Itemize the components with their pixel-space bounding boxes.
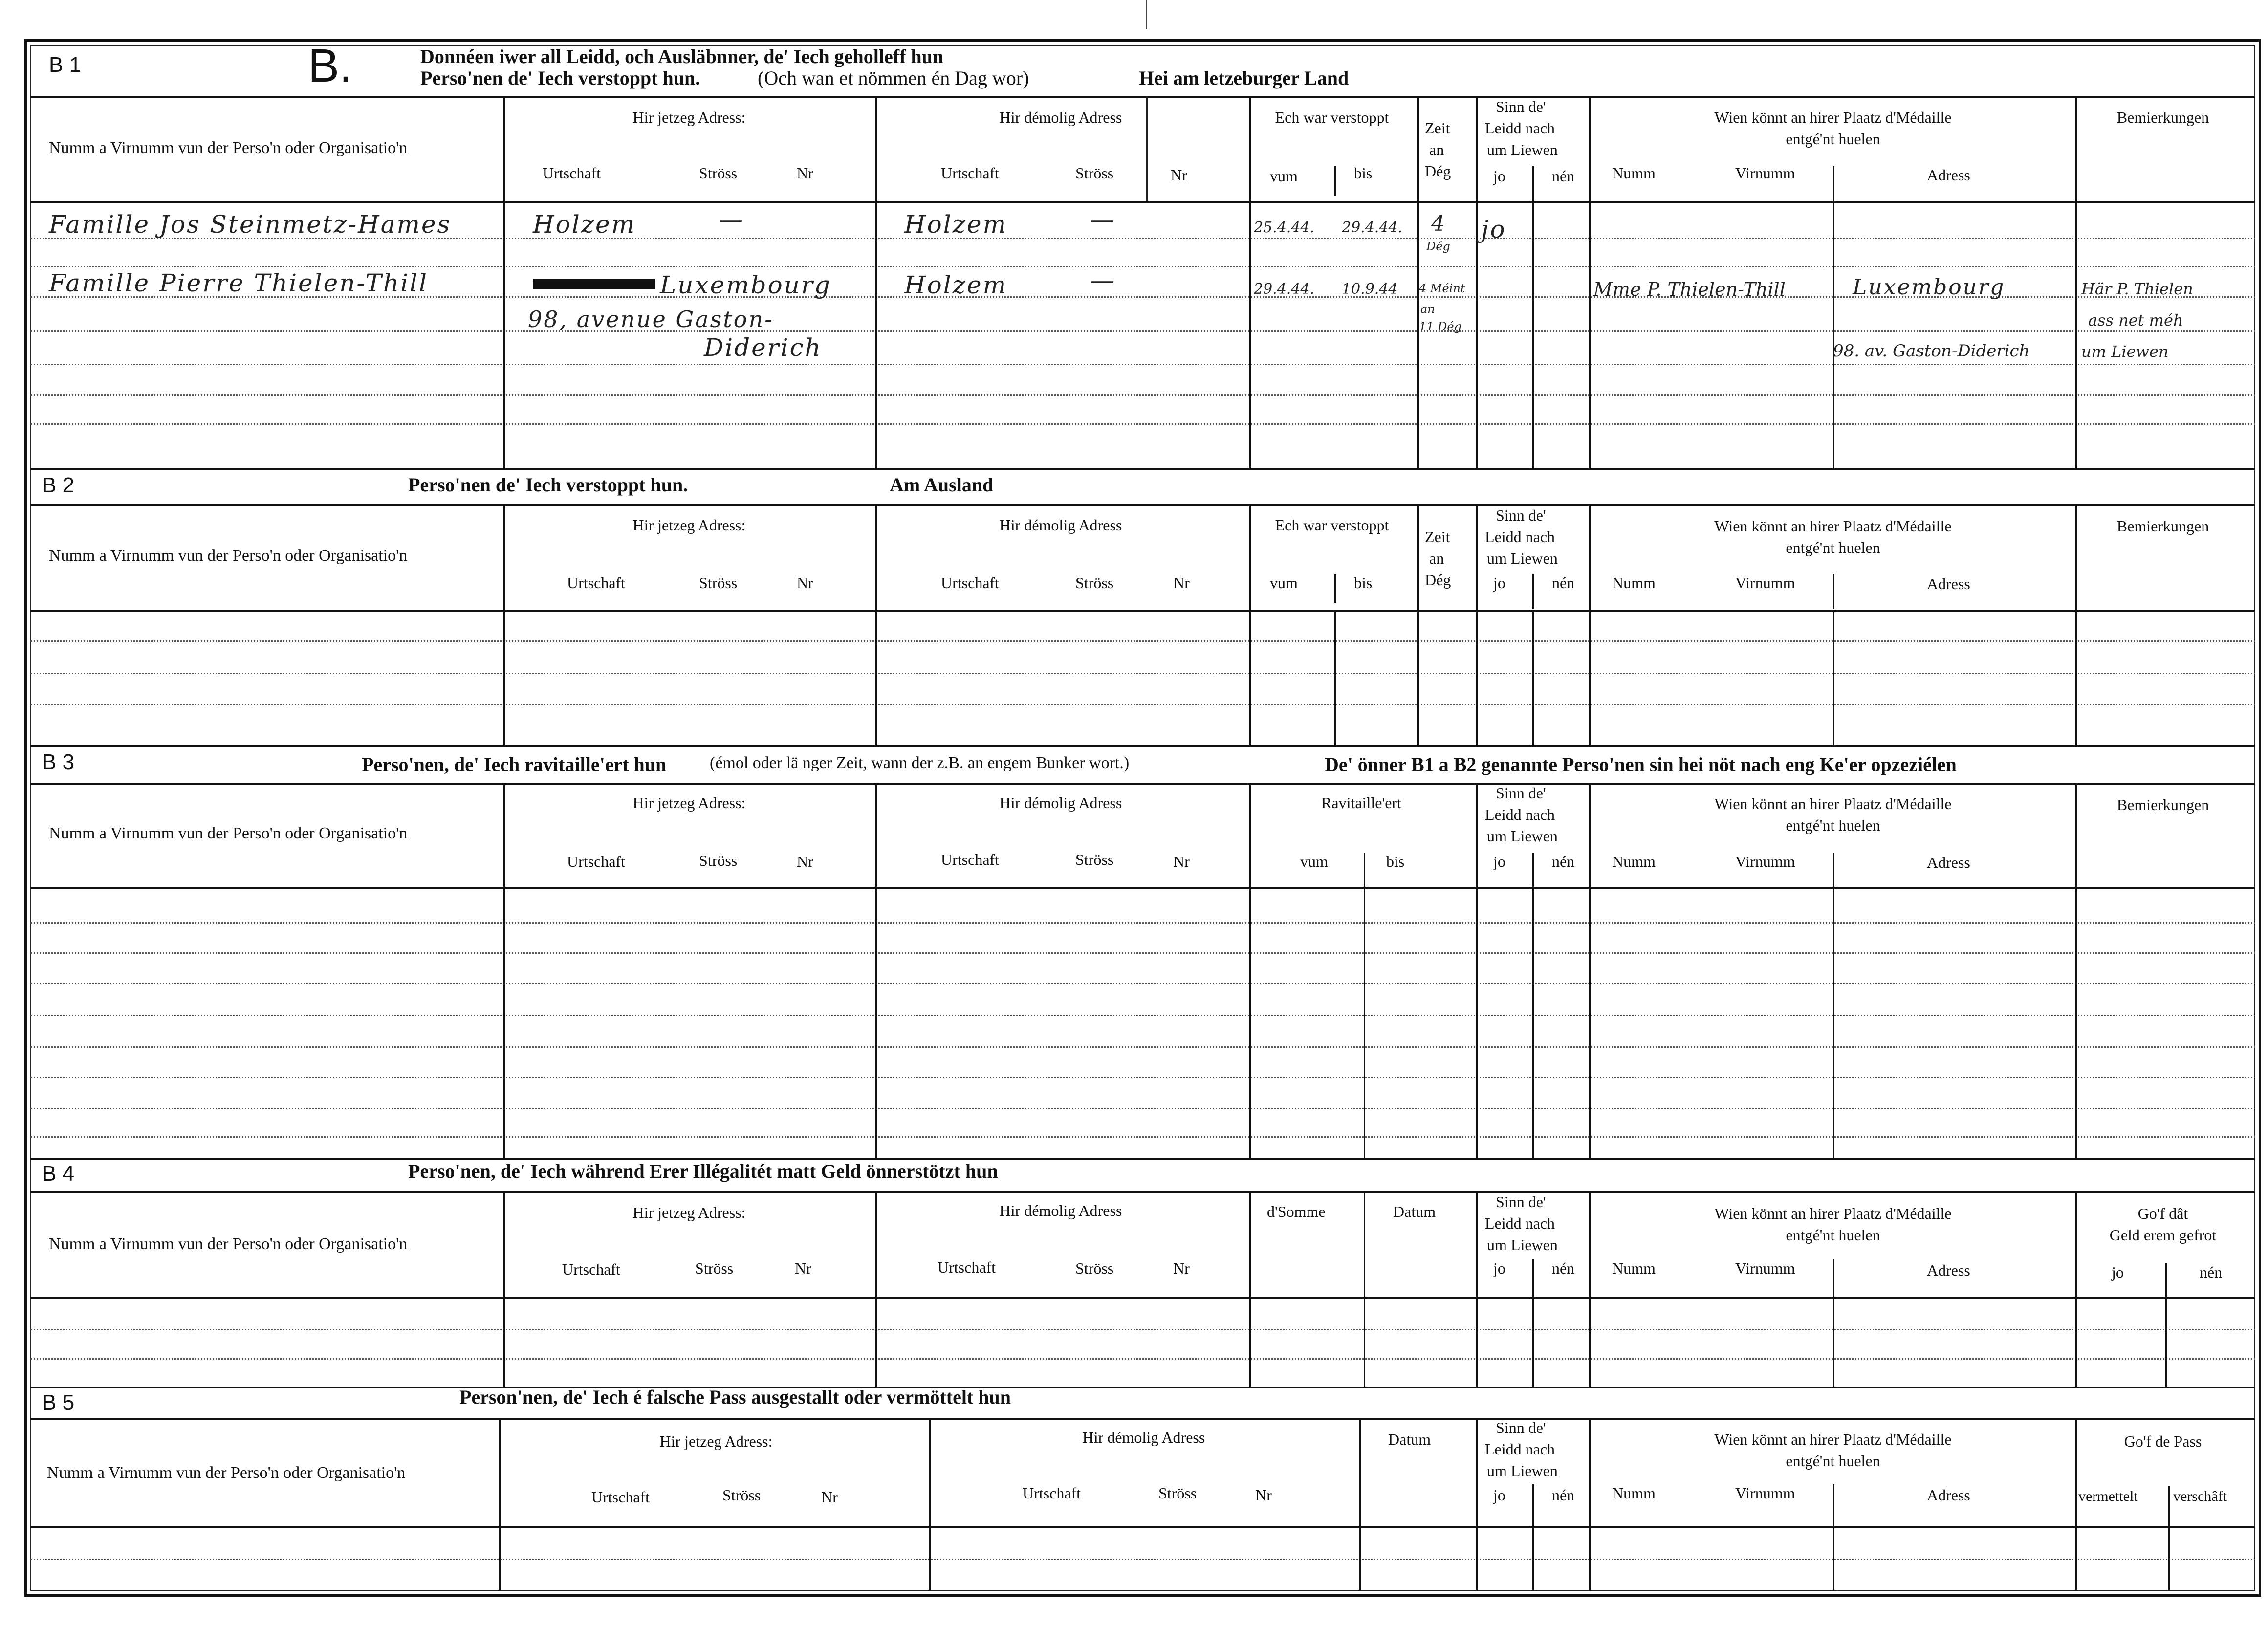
divider [1833, 166, 1834, 201]
row-line [30, 423, 2255, 425]
dash-mark: — [719, 205, 744, 234]
col-line [875, 783, 877, 1158]
an-header: an [1429, 550, 1444, 567]
col-line [1589, 783, 1591, 1158]
bemierkungen-header: Bemierkungen [2116, 796, 2209, 814]
virnumm-header: Virnumm [1735, 164, 1795, 182]
divider [1334, 574, 1336, 603]
stross-header: Ströss [1075, 1259, 1114, 1277]
row-line [30, 330, 2255, 332]
col-line [1418, 504, 1419, 745]
col-line [875, 504, 877, 745]
zeit-header: Zeit [1425, 119, 1450, 137]
stross-header: Ströss [1075, 851, 1114, 868]
row-line [30, 952, 2255, 954]
b1-row2-former-town: Holzem [904, 271, 1008, 299]
jo-header: jo [1493, 1486, 1505, 1504]
leidd-header: Leidd nach [1485, 1440, 1555, 1458]
adress-header: Adress [1927, 575, 1970, 593]
b1-row2-heir-address: 98. av. Gaston-Diderich [1833, 341, 2030, 361]
urtschaft-header: Urtschaft [938, 1258, 996, 1276]
col-line [1532, 610, 1534, 745]
former-address-header: Hir démolig Adress [999, 1202, 1122, 1219]
b1-row2-current-street: 98, avenue Gaston- [528, 306, 774, 332]
row-line [30, 1077, 2255, 1078]
row-line [30, 1559, 2255, 1560]
dash-mark: — [1090, 266, 1116, 294]
col-line [1532, 201, 1534, 468]
numm-header: Numm [1612, 164, 1656, 182]
col-line [1833, 887, 1834, 1158]
current-address-header: Hir jetzeg Adress: [632, 516, 746, 534]
divider [1833, 1484, 1834, 1526]
b3-title: Perso'nen, de' Iech ravitaille'ert hun [362, 753, 667, 775]
former-address-header: Hir démolig Adress [999, 109, 1122, 126]
col-line [503, 1191, 505, 1387]
stross-header: Ströss [722, 1486, 761, 1504]
divider [30, 504, 2255, 506]
col-line [2075, 1418, 2077, 1591]
bis-header: bis [1386, 853, 1405, 870]
b1-row1-days-unit: Dég [1426, 240, 1450, 253]
b1-code: B 1 [49, 53, 82, 77]
medal-header-line2: entgé'nt huelen [1786, 130, 1880, 148]
col-line [1334, 610, 1336, 745]
urtschaft-header: Urtschaft [562, 1260, 621, 1278]
col-line [1532, 1526, 1534, 1591]
nen-header: nén [1552, 574, 1575, 592]
virnumm-header: Virnumm [1735, 853, 1795, 870]
jo-header: jo [1493, 167, 1505, 185]
stross-header: Ströss [1075, 574, 1114, 592]
medal-header-line2: entgé'nt huelen [1786, 539, 1880, 556]
b1-row1-days: 4 [1431, 211, 1446, 236]
col-line [2075, 1191, 2077, 1387]
divider [30, 783, 2255, 785]
col-line [1833, 610, 1834, 745]
col-line [875, 96, 877, 468]
nr-header: Nr [797, 164, 813, 182]
stross-header: Ströss [699, 164, 738, 182]
col-line [1589, 96, 1591, 468]
b1-row1-jo: jo [1481, 215, 1506, 243]
col-line [503, 504, 505, 745]
money-returned-header-2: Geld erem gefrot [2109, 1226, 2217, 1244]
row-line [30, 364, 2255, 365]
former-address-header: Hir démolig Adress [999, 794, 1122, 812]
sinn-header: Sinn de' [1496, 1419, 1546, 1436]
name-column-header: Numm a Virnumm vun der Perso'n oder Organisatio'n [49, 139, 408, 157]
medal-header-line2: entgé'nt huelen [1786, 1226, 1880, 1244]
col-line [1364, 887, 1365, 1158]
b1-row1-to: 29.4.44. [1342, 219, 1403, 236]
col-line [499, 1418, 501, 1591]
date-header: Datum [1393, 1203, 1436, 1220]
b3-code: B 3 [42, 750, 75, 774]
supplied-header: Ravitaille'ert [1321, 794, 1401, 812]
mediated-header: vermettelt [2078, 1488, 2138, 1504]
b4-code: B 4 [42, 1162, 75, 1186]
adress-header: Adress [1927, 166, 1970, 184]
header-divider [30, 1526, 2255, 1528]
divider [1532, 166, 1534, 201]
b1-row1-current-town: Holzem [533, 210, 636, 239]
vum-header: vum [1270, 574, 1298, 592]
an-header: an [1429, 141, 1444, 158]
sinn-header: Sinn de' [1496, 1193, 1546, 1211]
row-line [30, 983, 2255, 984]
name-column-header: Numm a Virnumm vun der Perso'n oder Organisatio'n [49, 1235, 408, 1253]
leidd-header: Leidd nach [1485, 528, 1555, 546]
adress-header: Adress [1927, 1486, 1970, 1504]
former-address-header: Hir démolig Adress [999, 516, 1122, 534]
b1-row2-to: 10.9.44 [1342, 281, 1398, 298]
sinn-header: Sinn de' [1496, 784, 1546, 802]
col-line [1532, 887, 1534, 1158]
col-line [503, 96, 505, 468]
urtschaft-header: Urtschaft [941, 851, 1000, 868]
col-line [1249, 504, 1251, 745]
row-line [30, 640, 2255, 642]
col-line [1833, 1297, 1834, 1387]
name-column-header: Numm a Virnumm vun der Perso'n oder Organisatio'n [47, 1464, 406, 1482]
nr-header: Nr [1173, 1259, 1190, 1277]
section-b-title-line2: Perso'nen de' Iech verstoppt hun. [420, 67, 700, 89]
stross-header: Ströss [695, 1259, 734, 1277]
col-line [1589, 504, 1591, 745]
col-line [1364, 1191, 1365, 1387]
hidden-header: Ech war verstoppt [1275, 516, 1389, 534]
medal-header: Wien könnt an hirer Plaatz d'Médaille [1714, 517, 1952, 535]
leidd-header: Leidd nach [1485, 806, 1555, 823]
stross-header: Ströss [1075, 164, 1114, 182]
nr-header: Nr [1171, 166, 1187, 184]
b2-code: B 2 [42, 473, 75, 497]
medal-header-line2: entgé'nt huelen [1786, 1452, 1880, 1470]
col-line [1249, 783, 1251, 1158]
stross-header: Ströss [699, 574, 738, 592]
jo-header: jo [2112, 1263, 2124, 1281]
divider [1833, 1259, 1834, 1297]
b1-row2-name: Famille Pierre Thielen-Thill [49, 269, 429, 297]
b1-row2-current-town: Luxembourg [660, 271, 831, 299]
row-line [30, 1108, 2255, 1109]
col-line [1833, 201, 1834, 468]
money-returned-header: Go'f dât [2137, 1205, 2188, 1222]
bemierkungen-header: Bemierkungen [2116, 109, 2209, 126]
row-line [30, 704, 2255, 705]
sinn-header: Sinn de' [1496, 507, 1546, 524]
zeit-header: Zeit [1425, 528, 1450, 546]
col-line [1359, 1418, 1361, 1591]
section-b-location: Hei am letzeburger Land [1139, 67, 1349, 89]
b3-subtitle: (émol oder lä nger Zeit, wann der z.B. an engem Bunker wort.) [710, 754, 1130, 772]
former-address-header: Hir démolig Adress [1082, 1429, 1205, 1446]
b1-row2-current-street-2: Diderich [704, 333, 822, 362]
col-line [929, 1418, 931, 1591]
section-divider [30, 468, 2255, 470]
um-liewen-header: um Liewen [1487, 1236, 1558, 1254]
numm-header: Numm [1612, 1259, 1656, 1277]
divider [1532, 853, 1534, 887]
current-address-header: Hir jetzeg Adress: [632, 109, 746, 126]
numm-header: Numm [1612, 1484, 1656, 1502]
nen-header: nén [1552, 1259, 1575, 1277]
medal-header: Wien könnt an hirer Plaatz d'Médaille [1714, 109, 1952, 126]
dash-mark: — [1090, 205, 1116, 234]
divider [2165, 1263, 2167, 1297]
divider [1146, 96, 1148, 201]
row-line [30, 394, 2255, 396]
um-liewen-header: um Liewen [1487, 141, 1558, 158]
b5-code: B 5 [42, 1390, 75, 1414]
b1-row2-remark: Här P. Thielen [2081, 280, 2193, 298]
col-line [2075, 96, 2077, 468]
urtschaft-header: Urtschaft [941, 164, 1000, 182]
row-line [30, 1015, 2255, 1016]
sinn-header: Sinn de' [1496, 98, 1546, 115]
bemierkungen-header: Bemierkungen [2116, 517, 2209, 535]
b1-row1-former-town: Holzem [904, 210, 1008, 239]
row-line [30, 266, 2255, 267]
divider [1833, 574, 1834, 609]
stross-header: Ströss [699, 852, 738, 869]
date-header: Datum [1388, 1431, 1431, 1448]
numm-header: Numm [1612, 574, 1656, 592]
nr-header: Nr [1173, 574, 1190, 592]
section-b-subtitle: (Och wan et nömmen én Dag wor) [758, 67, 1029, 89]
b1-row1-name: Famille Jos Steinmetz-Hames [49, 210, 452, 239]
header-divider [30, 1297, 2255, 1299]
medal-header: Wien könnt an hirer Plaatz d'Médaille [1714, 1431, 1952, 1448]
leidd-header: Leidd nach [1485, 119, 1555, 137]
col-line [1589, 1191, 1591, 1387]
header-divider [30, 610, 2255, 612]
b1-row2-days-3: 11 Dég [1419, 320, 1461, 333]
col-line [2168, 1526, 2170, 1591]
b2-title: Perso'nen de' Iech verstoppt hun. [408, 474, 688, 496]
section-b-title: Donnéen iwer all Leidd, och Ausläbnner, de' Iech geholleff hun [420, 45, 944, 67]
jo-header: jo [1493, 853, 1505, 870]
divider [1532, 574, 1534, 609]
virnumm-header: Virnumm [1735, 574, 1795, 592]
divider [30, 1191, 2255, 1193]
col-line [1833, 1526, 1834, 1591]
virnumm-header: Virnumm [1735, 1259, 1795, 1277]
b1-row2-from: 29.4.44. [1254, 281, 1315, 298]
nen-header: nén [1552, 853, 1575, 870]
divider [1364, 853, 1365, 887]
divider [30, 1418, 2255, 1420]
col-line [1476, 1418, 1478, 1591]
col-line [1249, 96, 1251, 468]
urtschaft-header: Urtschaft [567, 574, 626, 592]
stross-header: Ströss [1158, 1484, 1197, 1502]
deg-header: Dég [1425, 162, 1451, 180]
divider [30, 96, 2255, 98]
hidden-header: Ech war verstoppt [1275, 109, 1389, 126]
b1-row2-days-2: an [1420, 302, 1435, 316]
nr-header: Nr [1173, 853, 1190, 870]
urtschaft-header: Urtschaft [567, 853, 626, 870]
urtschaft-header: Urtschaft [591, 1488, 650, 1506]
pass-header: Go'f de Pass [2124, 1432, 2202, 1450]
nr-header: Nr [821, 1488, 838, 1506]
col-line [1476, 1191, 1478, 1387]
col-line [1476, 504, 1478, 745]
urtschaft-header: Urtschaft [941, 574, 1000, 592]
vum-header: vum [1300, 853, 1328, 870]
row-line [30, 1358, 2255, 1360]
nr-header: Nr [795, 1259, 811, 1277]
col-line [1532, 1297, 1534, 1387]
section-b-letter: B. [308, 40, 352, 92]
divider [1532, 1259, 1534, 1297]
row-line [30, 1046, 2255, 1048]
current-address-header: Hir jetzeg Adress: [659, 1432, 773, 1450]
nr-header: Nr [797, 853, 813, 870]
col-line [875, 1191, 877, 1387]
current-address-header: Hir jetzeg Adress: [632, 1204, 746, 1221]
header-divider [30, 887, 2255, 889]
row-line [30, 673, 2255, 674]
divider [1833, 853, 1834, 887]
name-column-header: Numm a Virnumm vun der Perso'n oder Organisatio'n [49, 824, 408, 842]
b1-row2-heir-town: Luxembourg [1853, 275, 2006, 300]
col-line [2165, 1297, 2167, 1387]
crossed-out-text [533, 279, 655, 289]
b2-location: Am Ausland [890, 474, 994, 496]
b5-title: Person'nen, de' Iech é falsche Pass ausgestallt oder vermöttelt hun [459, 1386, 1011, 1408]
issued-header: verschâft [2173, 1488, 2227, 1504]
b1-row2-days: 4 Méint [1419, 282, 1465, 295]
um-liewen-header: um Liewen [1487, 550, 1558, 567]
jo-header: jo [1493, 1259, 1505, 1277]
nen-header: nén [1552, 1486, 1575, 1504]
jo-header: jo [1493, 574, 1505, 592]
current-address-header: Hir jetzeg Adress: [632, 794, 746, 812]
um-liewen-header: um Liewen [1487, 827, 1558, 845]
col-line [2075, 504, 2077, 745]
col-line [1476, 783, 1478, 1158]
nen-header: nén [2200, 1263, 2223, 1281]
section-divider [30, 745, 2255, 747]
name-column-header: Numm a Virnumm vun der Perso'n oder Organisatio'n [49, 547, 408, 565]
nr-header: Nr [1255, 1486, 1272, 1504]
adress-header: Adress [1927, 854, 1970, 871]
vum-header: vum [1270, 167, 1298, 185]
b1-row1-from: 25.4.44. [1254, 219, 1315, 236]
urtschaft-header: Urtschaft [543, 164, 601, 182]
b4-title: Perso'nen, de' Iech während Erer Illégalitét matt Geld önnerstötzt hun [408, 1160, 998, 1182]
divider [1334, 166, 1336, 196]
b1-row2-heir-name: Mme P. Thielen-Thill [1593, 279, 1786, 300]
header-divider [30, 201, 2255, 203]
nr-header: Nr [797, 574, 813, 592]
row-line [30, 922, 2255, 924]
medal-header-line2: entgé'nt huelen [1786, 816, 1880, 834]
deg-header: Dég [1425, 571, 1451, 589]
col-line [2075, 783, 2077, 1158]
um-liewen-header: um Liewen [1487, 1462, 1558, 1479]
col-line [1589, 1418, 1591, 1591]
col-line [1476, 96, 1478, 468]
fold-mark [1146, 0, 1147, 29]
row-line [30, 1136, 2255, 1138]
b3-note: De' önner B1 a B2 genannte Perso'nen sin hei nöt nach eng Ke'er opzeziélen [1325, 753, 1957, 775]
numm-header: Numm [1612, 853, 1656, 870]
adress-header: Adress [1927, 1261, 1970, 1279]
col-line [503, 783, 505, 1158]
section-divider [30, 1387, 2255, 1388]
divider [2168, 1486, 2170, 1526]
bis-header: bis [1354, 574, 1373, 592]
sum-header: d'Somme [1267, 1203, 1326, 1220]
b1-row2-remark-2: ass net méh [2088, 311, 2183, 330]
col-line [1249, 1191, 1251, 1387]
medal-header: Wien könnt an hirer Plaatz d'Médaille [1714, 1205, 1952, 1222]
leidd-header: Leidd nach [1485, 1214, 1555, 1232]
medal-header: Wien könnt an hirer Plaatz d'Médaille [1714, 795, 1952, 813]
bis-header: bis [1354, 164, 1373, 182]
b1-row2-remark-3: um Liewen [2081, 342, 2169, 361]
section-divider [30, 1158, 2255, 1160]
row-line [30, 1329, 2255, 1330]
divider [1532, 1484, 1534, 1526]
virnumm-header: Virnumm [1735, 1484, 1795, 1502]
nen-header: nén [1552, 167, 1575, 185]
urtschaft-header: Urtschaft [1023, 1484, 1081, 1502]
